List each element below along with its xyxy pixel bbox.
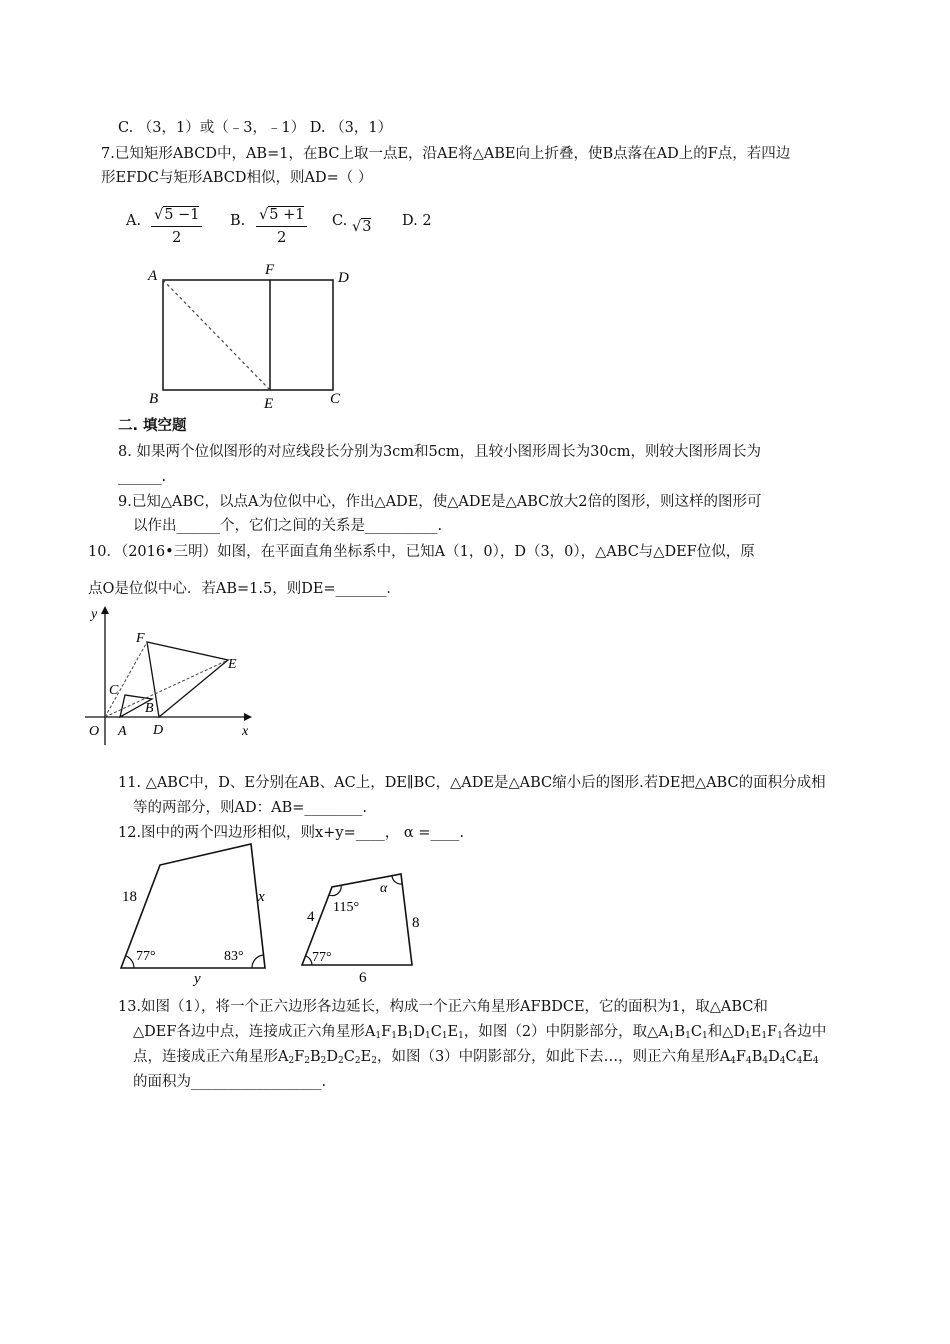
- q7-line1: 7.已知矩形ABCD中，AB=1，在BC上取一点E，沿AE将△ABE向上折叠，使B点落在AD上的F点，若四边: [101, 146, 791, 162]
- q13-line2: △DEF各边中点，连接成正六角星形$A_1F_1B_1D_1C_1E_1$，如图（2）中阴影部分，取$\triangle A_1B_1C_1$和$\triangle D_1E_1F_1$各边中: [133, 1024, 827, 1041]
- sqrt-sign: √: [154, 207, 164, 223]
- y-axis-arrow: [101, 606, 109, 614]
- label-d: D: [338, 270, 349, 286]
- q7-option-b-denominator: 2: [277, 230, 287, 246]
- q13-line4: 的面积为__________________.: [133, 1074, 327, 1090]
- q7-line2: 形EFDC与矩形ABCD相似，则AD=（ ）: [101, 170, 373, 186]
- q10-line2: 点O是位似中心．若AB=1.5，则DE=_______．: [88, 581, 401, 597]
- label-e: E: [264, 396, 274, 412]
- q7-option-a-label: A.: [126, 213, 142, 229]
- label-y: y: [194, 971, 201, 987]
- label-a: A: [148, 268, 158, 284]
- q7-option-b-fraction: [256, 204, 307, 249]
- q13-line3: 点，连接成正六角星形$A_2F_2B_2D_2C_2E_2$，如图（3）中阴影部分，如此下去…，则正六角星形$A_4F_4B_4D_4C_4E_4$: [133, 1049, 819, 1066]
- q11-line1: 11. △ABC中，D、E分别在AB、AC上，DE∥BC，△ADE是△ABC缩小后的图形.若DE把△ABC的面积分成相: [118, 775, 826, 791]
- label-b: B: [145, 701, 154, 716]
- q12-big-quadrilateral: [110, 838, 280, 987]
- label-6: 6: [359, 970, 367, 986]
- q8-line1: 8. 如果两个位似图形的对应线段长分别为3cm和5cm，且较小图形周长为30cm，则较大图形周长为: [118, 444, 761, 460]
- q7-option-a-denominator: 2: [172, 230, 182, 246]
- q13-line1: 13.如图（1），将一个正六边形各边延长，构成一个正六角星形AFBDCE，它的面积为1，取△ABC和: [118, 999, 768, 1015]
- angle-arc-77: [126, 956, 134, 968]
- q10-coordinate-figure: [80, 600, 270, 750]
- q7-rectangle-figure: [140, 258, 370, 413]
- q7-option-d: D. 2: [402, 213, 432, 229]
- angle-83: 83°: [224, 949, 244, 964]
- angle-115: 115°: [333, 900, 360, 915]
- q7-option-b-label: B.: [230, 213, 246, 229]
- q8-line2: ______.: [118, 469, 167, 485]
- label-18: 18: [122, 889, 137, 905]
- label-b: B: [149, 391, 159, 407]
- angle-arc-83: [252, 955, 263, 968]
- label-f: F: [136, 631, 145, 646]
- angle-alpha: α: [380, 881, 388, 896]
- q10-line1: 10．（2016•三明）如图，在平面直角坐标系中，已知A（1，0），D（3，0），△ABC与△DEF位似，原: [88, 544, 755, 560]
- label-y: y: [91, 607, 98, 622]
- q7-option-a-fraction: [151, 204, 202, 249]
- x-axis-arrow: [244, 713, 252, 721]
- q7-option-b-numerator: 5 +1: [269, 207, 305, 223]
- q9-line2: 以作出______个，它们之间的关系是__________.: [133, 518, 443, 534]
- label-o: O: [89, 724, 100, 739]
- q6-options: C. （3，1）或（﹣3，﹣1） D. （3，1）: [118, 120, 393, 136]
- section-2-title: 二. 填空题: [118, 418, 187, 434]
- q11-line2: 等的两部分，则AD：AB=________.: [133, 800, 367, 816]
- sqrt-sign: √: [259, 207, 269, 223]
- q7-option-c-value: √3: [352, 219, 372, 235]
- q7-option-c-label: C.: [332, 213, 348, 229]
- angle-77-small: 77°: [312, 950, 332, 965]
- rectangle-abcd: [163, 280, 333, 390]
- angle-77: 77°: [136, 949, 156, 964]
- triangle-def: [147, 642, 228, 717]
- q7-option-a-numerator: 5 −1: [164, 207, 200, 223]
- label-c: C: [330, 391, 341, 407]
- label-x: x: [242, 724, 249, 739]
- label-8: 8: [412, 915, 420, 931]
- dashed-oe: [105, 660, 228, 717]
- label-d: D: [153, 723, 164, 738]
- q12-small-quadrilateral: [295, 865, 430, 985]
- label-4: 4: [307, 909, 315, 925]
- label-f: F: [265, 262, 275, 278]
- label-c: C: [109, 683, 119, 698]
- label-x: x: [258, 889, 265, 905]
- label-e: E: [228, 657, 237, 672]
- angle-arc-alpha: [392, 876, 402, 884]
- label-a: A: [118, 724, 127, 739]
- fold-line-ae: [163, 280, 270, 390]
- q9-line1: 9.已知△ABC，以点A为位似中心，作出△ADE，使△ADE是△ABC放大2倍的图形，则这样的图形可: [118, 494, 762, 510]
- q12-line1: 12.图中的两个四边形相似，则x+y=____， α =____.: [118, 825, 464, 841]
